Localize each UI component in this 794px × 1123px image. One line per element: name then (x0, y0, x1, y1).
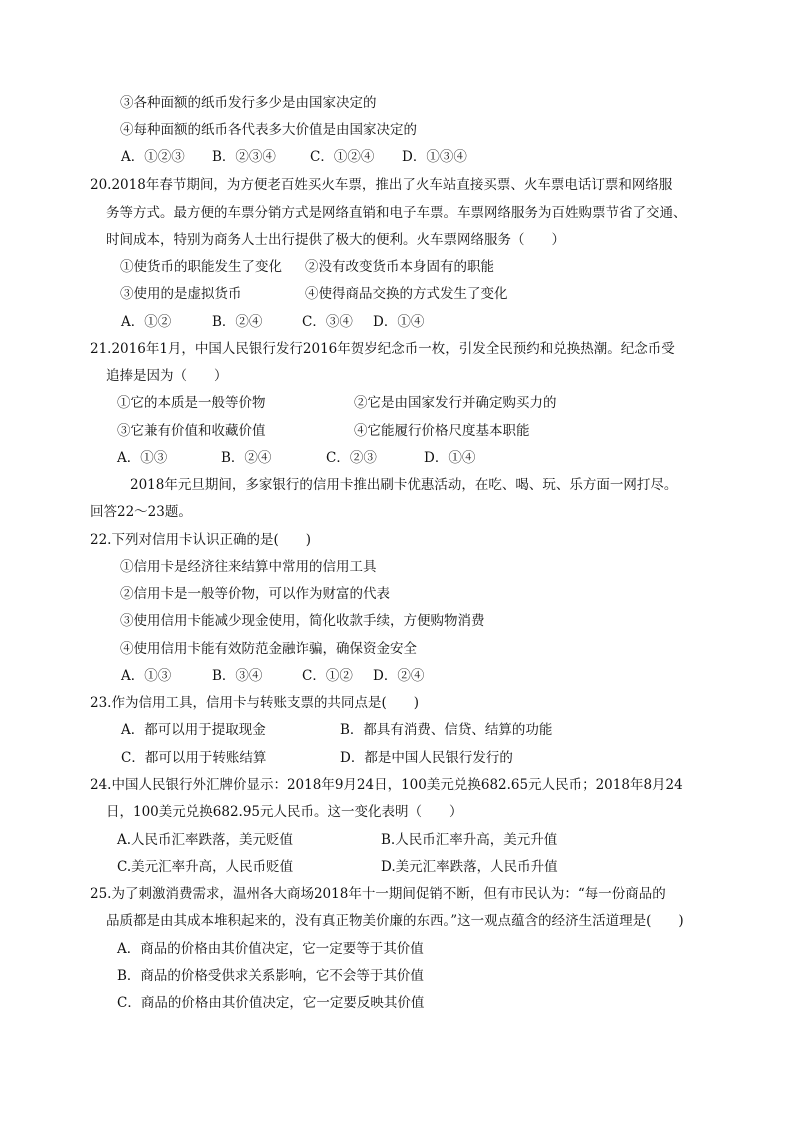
q22-statement-4: ④使用信用卡能有效防范金融诈骗，确保资金安全 (120, 641, 417, 657)
q22-option-b[interactable]: B．③④ (212, 668, 263, 684)
q25-stem-line2: 品质都是由其成本堆积起来的，没有真正物美价廉的东西。”这一观点蕴含的经济生活道理是( ) (106, 913, 684, 929)
q23-option-d[interactable]: D．都是中国人民银行发行的 (340, 750, 513, 766)
q20-option-d[interactable]: D．①④ (373, 314, 425, 330)
q20-option-c[interactable]: C．③④ (302, 314, 353, 330)
q22-statement-3: ③使用信用卡能减少现金使用，简化收款手续，方便购物消费 (120, 613, 485, 629)
q21-stem-line1: 21.2016年1月，中国人民银行发行2016年贺岁纪念币一枚，引发全民预约和兑换热潮。纪念币受 (90, 341, 675, 357)
q25-option-c[interactable]: C．商品的价格由其价值决定，它一定要反映其价值 (117, 995, 425, 1011)
q22-option-a[interactable]: A．①③ (121, 668, 172, 684)
q20-statement-3: ③使用的是虚拟货币 (120, 286, 242, 302)
q24-stem-line1: 24.中国人民银行外汇牌价显示：2018年9月24日，100美元兑换682.65元人民币；2018年8月24 (90, 777, 683, 793)
material-line2: 回答22～23题。 (90, 504, 192, 520)
q24-option-c[interactable]: C.美元汇率升高，人民币贬值 (117, 859, 294, 875)
q20-statement-4: ④使得商品交换的方式发生了变化 (305, 286, 508, 302)
q21-option-a[interactable]: A．①③ (117, 450, 168, 466)
q21-stem-line2: 追捧是因为（ ） (106, 368, 228, 384)
q21-statement-4: ④它能履行价格尺度基本职能 (354, 423, 530, 439)
q19-option-b[interactable]: B．②③④ (212, 149, 276, 165)
q24-option-a[interactable]: A.人民币汇率跌落，美元贬值 (117, 832, 294, 848)
q20-stem-line2: 务等方式。最方便的车票分销方式是网络直销和电子车票。车票网络服务为百姓购票节省了交通、 (106, 205, 687, 221)
q23-option-b[interactable]: B．都具有消费、信贷、结算的功能 (340, 722, 553, 738)
q19-statement-4: ④每种面额的纸币各代表多大价值是由国家决定的 (120, 122, 417, 138)
q20-statement-1: ①使货币的职能发生了变化 (120, 259, 282, 275)
material-line1: 2018年元旦期间，多家银行的信用卡推出刷卡优惠活动，在吃、喝、玩、乐方面一网打尽。 (130, 477, 678, 493)
q19-option-a[interactable]: A．①②③ (121, 149, 185, 165)
q21-option-b[interactable]: B．②④ (221, 450, 272, 466)
q22-option-c[interactable]: C．①② (302, 668, 353, 684)
q21-option-d[interactable]: D．①④ (424, 450, 476, 466)
q19-option-c[interactable]: C．①②④ (310, 149, 375, 165)
q19-statement-3: ③各种面额的纸币发行多少是由国家决定的 (120, 95, 377, 111)
q22-stem: 22.下列对信用卡认识正确的是( ) (90, 532, 312, 548)
q25-stem-line1: 25.为了刺激消费需求，温州各大商场2018年十一期间促销不断，但有市民认为：“每一份商品的 (90, 886, 666, 902)
q25-option-a[interactable]: A．商品的价格由其价值决定，它一定要等于其价值 (117, 941, 424, 957)
q22-statement-1: ①信用卡是经济往来结算中常用的信用工具 (120, 559, 377, 575)
q23-option-a[interactable]: A．都可以用于提取现金 (121, 722, 266, 738)
q21-statement-1: ①它的本质是一般等价物 (117, 395, 266, 411)
q25-option-b[interactable]: B．商品的价格受供求关系影响，它不会等于其价值 (117, 968, 424, 984)
q20-stem-line3: 时间成本，特别为商务人士出行提供了极大的便利。火车票网络服务（ ） (106, 232, 565, 248)
q24-stem-line2: 日，100美元兑换682.95元人民币。这一变化表明（ ） (106, 804, 463, 820)
q20-stem-line1: 20.2018年春节期间，为方便老百姓买火车票，推出了火车站直接买票、火车票电话订票和网络服 (90, 177, 673, 193)
q19-option-d[interactable]: D．①③④ (402, 149, 467, 165)
q20-statement-2: ②没有改变货币本身固有的职能 (305, 259, 494, 275)
q22-statement-2: ②信用卡是一般等价物，可以作为财富的代表 (120, 586, 390, 602)
q21-option-c[interactable]: C．②③ (326, 450, 377, 466)
q24-option-d[interactable]: D.美元汇率跌落，人民币升值 (381, 859, 558, 875)
q20-option-b[interactable]: B．②④ (212, 314, 263, 330)
q21-statement-3: ③它兼有价值和收藏价值 (117, 423, 266, 439)
q20-option-a[interactable]: A．①② (121, 314, 172, 330)
q21-statement-2: ②它是由国家发行并确定购买力的 (354, 395, 557, 411)
q22-option-d[interactable]: D．②④ (373, 668, 425, 684)
q24-option-b[interactable]: B.人民币汇率升高，美元升值 (381, 832, 558, 848)
q23-option-c[interactable]: C．都可以用于转账结算 (121, 750, 267, 766)
q23-stem: 23.作为信用工具，信用卡与转账支票的共同点是( ) (90, 695, 420, 711)
